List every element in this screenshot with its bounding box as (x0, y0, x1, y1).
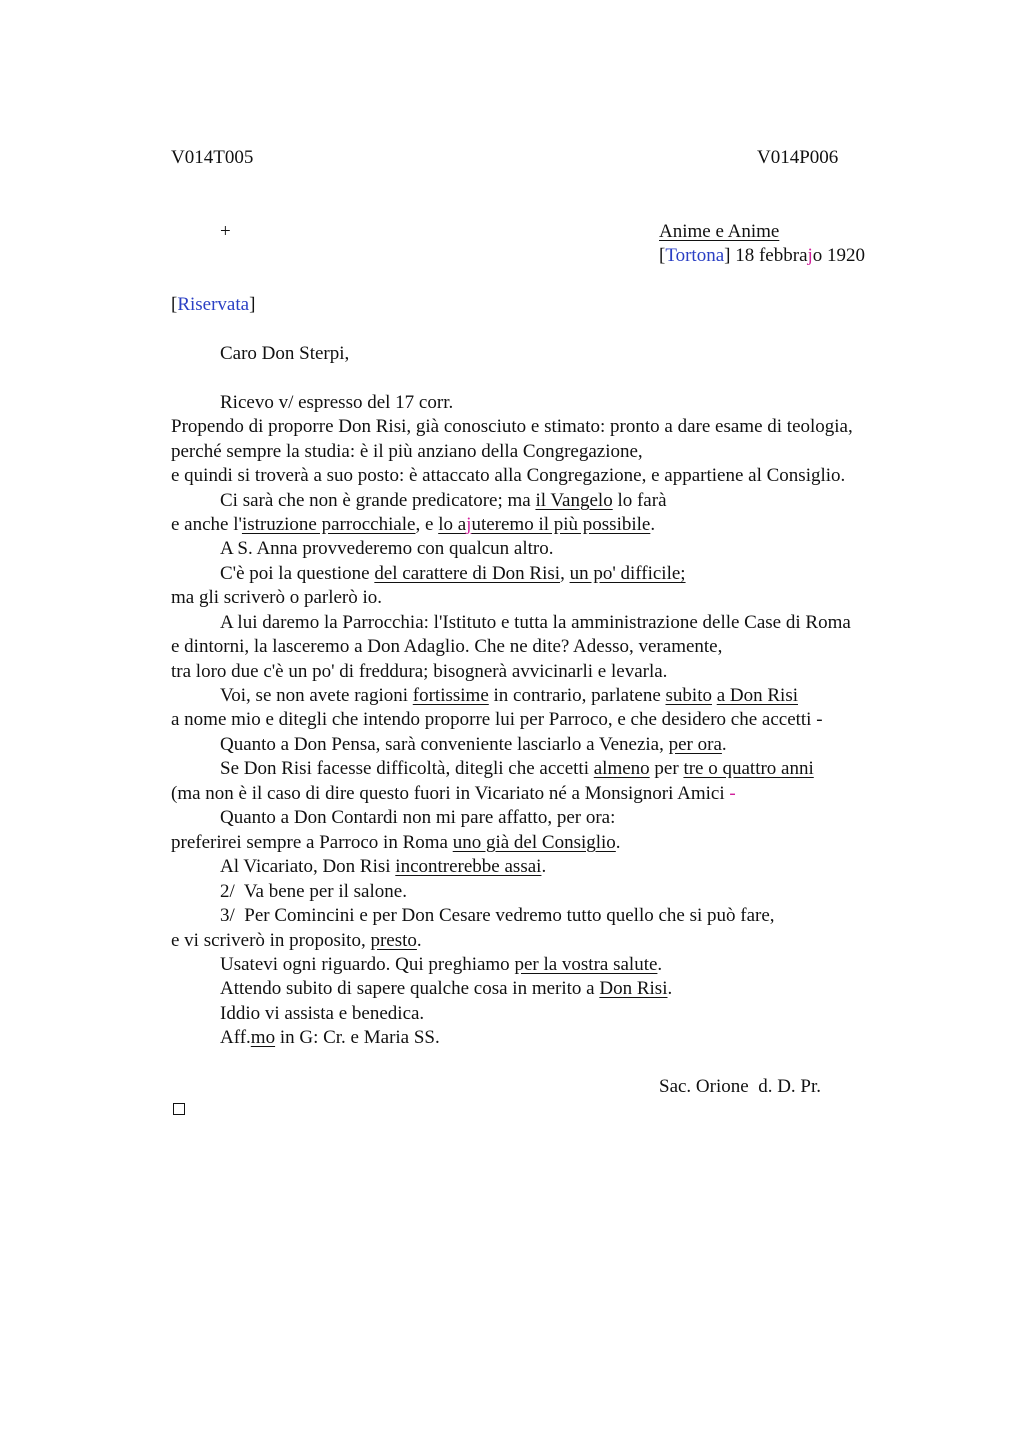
bracket: ] (249, 294, 256, 315)
body-line: A lui daremo la Parrocchia: l'Istituto e tutta la amministrazione delle Case di Roma (220, 612, 851, 633)
underlined-text: incontrerebbe assai (395, 856, 542, 877)
body-line (220, 489, 667, 513)
place-name: Tortona (665, 245, 725, 266)
text: Usatevi ogni riguardo. Qui preghiamo (220, 954, 515, 975)
underlined-text: il Vangelo (535, 490, 613, 511)
body-line (220, 733, 727, 757)
text: Voi, se non avete ragioni (220, 685, 413, 706)
body-line: Ricevo v/ espresso del 17 corr. (220, 392, 454, 413)
text: in contrario, parlatene (488, 685, 666, 706)
body-line: e quindi si troverà a suo posto: è attaccato alla Congregazione, e appartiene al Consiglio. (171, 465, 846, 486)
reserved-note (171, 293, 255, 317)
text: Attendo subito di sapere qualche cosa in merito a (220, 978, 600, 999)
text: in G: Cr. e Maria SS. (275, 1027, 440, 1048)
underlined-text: a Don Risi (716, 685, 798, 706)
text: . (416, 930, 422, 951)
text: . (667, 978, 673, 999)
underlined-text: almeno (593, 758, 650, 779)
date-part: o 1920 (812, 245, 866, 266)
underlined-text: mo (250, 1027, 276, 1048)
signature: Sac. Orione d. D. Pr. (659, 1076, 822, 1097)
underlined-text: presto (370, 930, 417, 951)
body-line: tra loro due c'è un po' di freddura; bisognerà avvicinarli e levarla. (171, 661, 668, 682)
body-line (220, 855, 546, 879)
body-line (220, 953, 662, 977)
text: Se Don Risi facesse difficoltà, ditegli che accetti (220, 758, 594, 779)
text: , (560, 563, 570, 584)
body-line: A S. Anna provvederemo con qualcun altro. (220, 538, 554, 559)
body-line: 3/ Per Comincini e per Don Cesare vedremo tutto quello che si può fare, (220, 905, 775, 926)
text: Quanto a Don Pensa, sarà conveniente lasciarlo a Venezia, (220, 734, 669, 755)
body-line (220, 1026, 440, 1050)
text: . (657, 954, 663, 975)
body-line (220, 562, 686, 586)
underlined-text: un po' difficile; (569, 563, 686, 584)
document-code-right: V014P006 (757, 147, 839, 168)
underlined-text: del carattere di Don Risi (374, 563, 561, 584)
bracket: [ (171, 294, 178, 315)
editorial-mark: - (729, 783, 736, 804)
text: e vi scriverò in proposito, (171, 930, 371, 951)
text: (ma non è il caso di dire questo fuori in Vicariato né a Monsignori Amici (171, 783, 730, 804)
underlined-text: subito (665, 685, 712, 706)
text: Ci sarà che non è grande predicatore; ma (220, 490, 536, 511)
text: C'è poi la questione (220, 563, 375, 584)
body-line (171, 831, 621, 855)
underlined-text: lo a (438, 514, 467, 535)
date-editorial-letter: j (807, 245, 813, 266)
body-line: Propendo di proporre Don Risi, già conosciuto e stimato: pronto a dare esame di teologia, (171, 416, 853, 437)
body-line: 2/ Va bene per il salone. (220, 881, 407, 902)
text: per (649, 758, 684, 779)
motto-heading: Anime e Anime (659, 221, 780, 242)
text: . (650, 514, 656, 535)
text: . (721, 734, 727, 755)
underlined-text: per la vostra salute (514, 954, 658, 975)
body-line: perché sempre la studia: è il più anziano della Congregazione, (171, 441, 643, 462)
end-marker-box (173, 1103, 185, 1115)
underlined-text: per ora (668, 734, 722, 755)
bracket: [ (659, 245, 666, 266)
underlined-text: fortissime (412, 685, 489, 706)
cross-symbol: + (220, 221, 231, 242)
place-date (659, 244, 865, 268)
text: , e (415, 514, 439, 535)
body-line: a nome mio e ditegli che intendo proporre lui per Parroco, e che desidero che accetti - (171, 709, 823, 730)
document-code-left: V014T005 (171, 147, 254, 168)
text: Al Vicariato, Don Risi (220, 856, 396, 877)
text: preferirei sempre a Parroco in Roma (171, 832, 453, 853)
body-line: Quanto a Don Contardi non mi pare affatto, per ora: (220, 807, 616, 828)
body-line: ma gli scriverò o parlerò io. (171, 587, 383, 608)
underlined-text: Don Risi (599, 978, 668, 999)
text: . (541, 856, 547, 877)
body-line (171, 929, 422, 953)
body-line (220, 684, 798, 708)
body-line (171, 513, 655, 537)
underlined-text: tre o quattro anni (683, 758, 814, 779)
salutation: Caro Don Sterpi, (220, 343, 350, 364)
text: e anche l' (171, 514, 242, 535)
reserved-label: Riservata (177, 294, 250, 315)
body-line (220, 977, 672, 1001)
text: lo farà (612, 490, 667, 511)
date-part: 18 febbra (730, 245, 808, 266)
body-line (171, 782, 736, 806)
underlined-text: uteremo il più possibile (471, 514, 651, 535)
text: Aff. (220, 1027, 251, 1048)
text: . (615, 832, 621, 853)
body-line (220, 757, 814, 781)
body-line: e dintorni, la lasceremo a Don Adaglio. Che ne dite? Adesso, veramente, (171, 636, 723, 657)
underlined-text: uno già del Consiglio (452, 832, 616, 853)
editorial-letter: j (466, 514, 472, 535)
bracket: ] (724, 245, 731, 266)
body-line: Iddio vi assista e benedica. (220, 1003, 425, 1024)
underlined-text: istruzione parrocchiale (241, 514, 416, 535)
